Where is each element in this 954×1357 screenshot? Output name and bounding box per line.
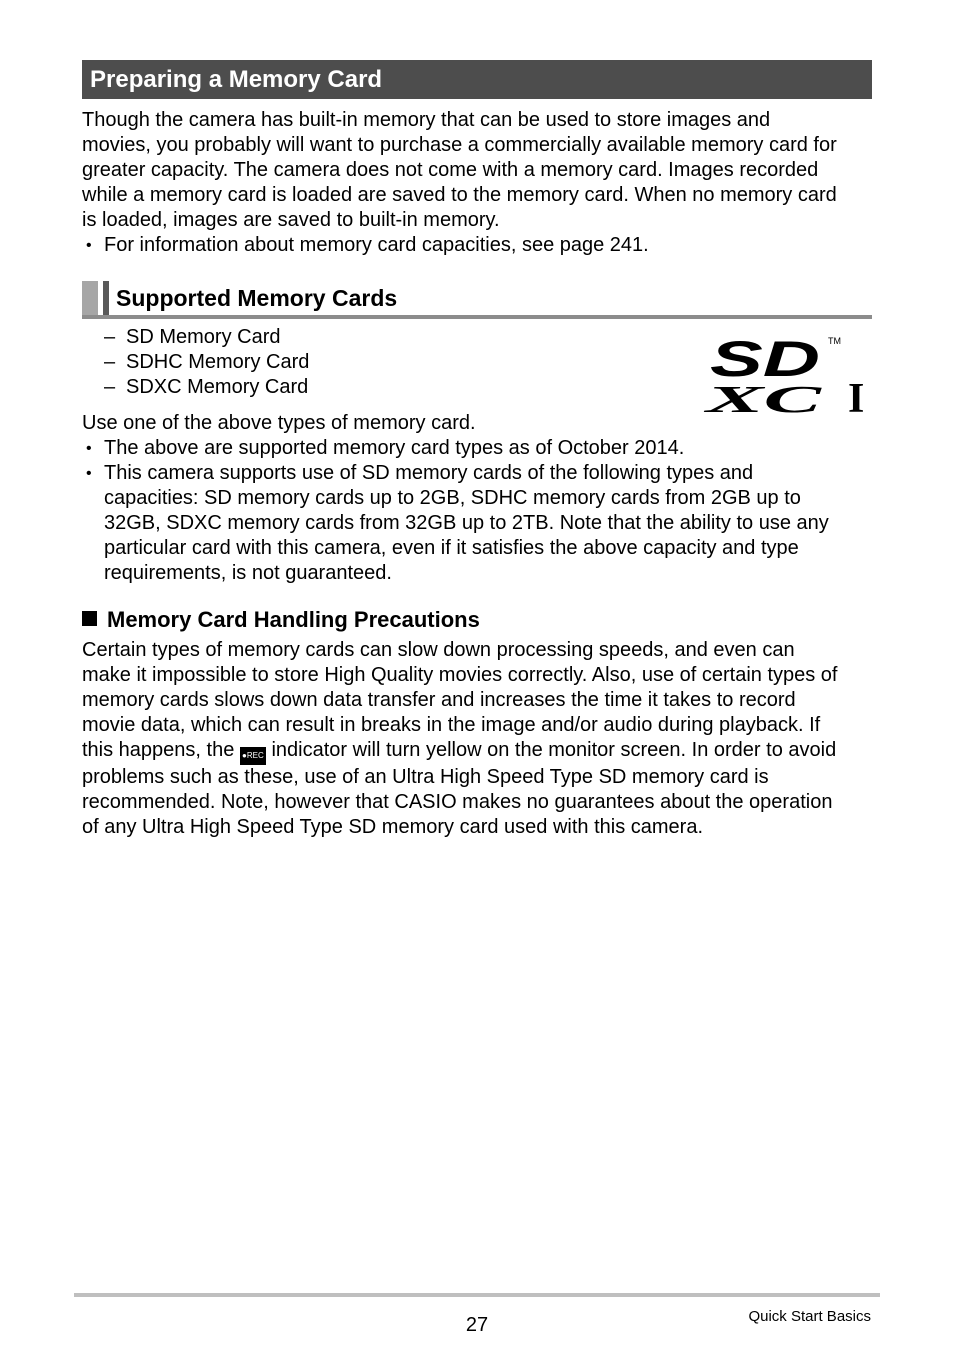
sdxc-logo-text: XC (703, 379, 823, 418)
precaution-line (82, 738, 874, 765)
note-line: requirements, is not guaranteed. (104, 562, 392, 584)
uhs-class-mark: I (848, 376, 865, 418)
note-line: 32GB, SDXC memory cards from 32GB up to 2TB. Note that the ability to use any (104, 512, 829, 534)
intro-line: while a memory card is loaded are saved to the memory card. When no memory card (82, 184, 837, 206)
subsection-heading (82, 606, 480, 634)
heading-accent-bar (103, 281, 109, 315)
page-title: Preparing a Memory Card (82, 60, 872, 99)
trademark-mark: TM (828, 336, 841, 346)
inline-text: this happens, the (82, 739, 235, 761)
footer-section-name: Quick Start Basics (748, 1308, 871, 1325)
intro-bullets (82, 233, 874, 258)
precaution-line: problems such as these, use of an Ultra High Speed Type SD memory card is (82, 766, 769, 788)
sdxc-logo (700, 330, 872, 418)
square-bullet-icon (82, 611, 97, 626)
intro-line: greater capacity. The camera does not come with a memory card. Images recorded (82, 159, 819, 181)
page-number: 27 (465, 1314, 489, 1336)
precaution-line: Certain types of memory cards can slow down processing speeds, and even can (82, 639, 795, 661)
note-line: particular card with this camera, even if it satisfies the above capacity and type (104, 537, 799, 559)
list-item: – SDHC Memory Card (104, 350, 309, 375)
list-item: – SD Memory Card (104, 325, 309, 350)
supported-notes (82, 436, 874, 586)
intro-line: movies, you probably will want to purchase a commercially available memory card for (82, 134, 837, 156)
list-item (82, 461, 874, 586)
note-line: • This camera supports use of SD memory cards of the following types and (104, 462, 754, 484)
intro-line: Though the camera has built-in memory that can be used to store images and (82, 109, 771, 131)
precaution-line: movie data, which can result in breaks in the image and/or audio during playback. If (82, 714, 821, 736)
card-type-list (104, 325, 309, 400)
intro-line: is loaded, images are saved to built-in memory. (82, 209, 500, 231)
list-item: • The above are supported memory card types as of October 2014. (82, 436, 874, 461)
intro-paragraph (82, 108, 874, 233)
note-line: capacities: SD memory cards up to 2GB, SDHC memory cards from 2GB up to (104, 487, 801, 509)
sdxc-logo-text: SD (710, 331, 820, 387)
section-heading-supported (82, 281, 872, 319)
section-heading-title: Supported Memory Cards (116, 285, 398, 311)
heading-accent-bar (82, 281, 98, 315)
precaution-line: recommended. Note, however that CASIO makes no guarantees about the operation (82, 791, 833, 813)
precautions-paragraph (82, 638, 874, 840)
precaution-line: make it impossible to store High Quality movies correctly. Also, use of certain types of (82, 664, 838, 686)
precaution-line: of any Ultra High Speed Type SD memory card used with this camera. (82, 816, 704, 838)
inline-text: indicator will turn yellow on the monitor screen. In order to avoid (271, 739, 837, 761)
subsection-heading-title: Memory Card Handling Precautions (107, 607, 480, 632)
precaution-line: memory cards slows down data transfer and increases the time it takes to record (82, 689, 796, 711)
usage-line: Use one of the above types of memory card. (82, 412, 476, 434)
list-item: – SDXC Memory Card (104, 375, 309, 400)
footer-divider (74, 1293, 880, 1297)
rec-indicator-icon: ●REC (240, 747, 266, 765)
capacity-reference-bullet: • For information about memory card capacities, see page 241. (82, 233, 874, 258)
